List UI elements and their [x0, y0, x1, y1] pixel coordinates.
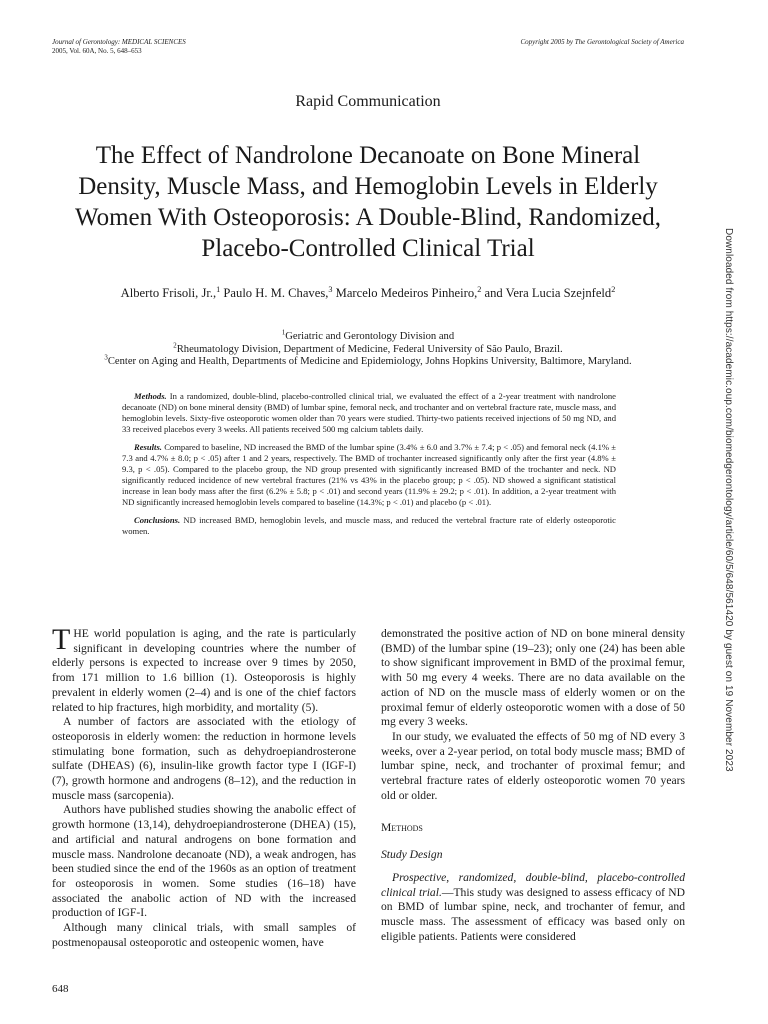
body-paragraph: Authors have published studies showing the anabolic effect of growth hormone (13,14), dehydroepiandrosterone (DHEA) (15), and artificial and natural androgens on bone formation and muscle mass. Nandrolone decanoate (ND), a weak androgen, has been studied since the end of the 1960s as an option of treatment for osteoporosis in women. Some studies (16–18) have associated the anabolic action of ND with the increased production of IGF-I.: [52, 803, 356, 920]
body-column-left: [52, 623, 356, 950]
subsection-heading: Study Design: [381, 848, 443, 862]
author-affil-sup: 3: [328, 284, 333, 294]
affil-text: Center on Aging and Health, Departments of Medicine and Epidemiology, Johns Hopkins University, Baltimore, Maryland.: [107, 356, 632, 367]
author-name: Alberto Frisoli, Jr.,: [120, 286, 217, 300]
body-paragraph: [381, 871, 685, 945]
copyright-notice: Copyright 2005 by The Gerontological Society of America: [520, 38, 684, 46]
affil-text: Geriatric and Gerontology Division and: [285, 331, 455, 342]
author-affil-sup: 2: [611, 284, 616, 294]
affil-sup: 1: [281, 329, 286, 337]
run-in-heading: Prospective, randomized, double-blind, placebo-controlled clinical trial.: [381, 870, 685, 899]
body-paragraph: [52, 623, 356, 715]
abstract-text: Compared to baseline, ND increased the BMD of the lumbar spine (3.4% ± 6.0 and 3.7% ± 7.4; p < .05) and femoral neck (4.1% ± 7.3 and 4.7% ± 8.0; p < .05) after 1 and 2 years, respectively. The BMD of trochanter increased significantly only after the first year (4.8% ± 9.3, p < .05). Compared to the placebo group, the ND group presented with significantly increased BMD of the trochanter and neck. ND significantly reduced incidence of new vertebral fractures (21% vs 43% in the placebo group; p < .05). ND showed a significant statistical increase in lean body mass after the first (6.2% ± 5.8; p < .01) and second years (11.9% ± 29.2; p < .01). In addition, a 2-year treatment with ND significantly increased hemoglobin levels compared to baseline (14.3%; p < .01) and placebo (p < .01).: [122, 442, 616, 507]
author-affil-sup: 2: [477, 284, 482, 294]
body-paragraph: Although many clinical trials, with small samples of postmenopausal osteoporotic and osteopenic women, have: [52, 921, 356, 949]
affiliation-line: [40, 331, 696, 344]
section-heading: Methods: [381, 821, 423, 835]
small-caps-lead: HE: [73, 627, 89, 640]
article-type: Rapid Communication: [295, 93, 441, 110]
paragraph-text: —This study was designed to assess efficacy of ND on BMD of lumbar spine, neck, and trochanter of femur, and muscle mass. The assessment of efficacy was based only on eligible patients. Patients were considered: [381, 885, 685, 943]
download-watermark: Downloaded from https://academic.oup.com/biomedgerontology/article/60/5/648/561420 by guest on 19 November 2023: [723, 228, 734, 772]
affiliation-line: [40, 341, 696, 357]
abstract-methods: [122, 391, 616, 435]
affil-sup: 3: [104, 354, 108, 362]
affiliations: [40, 331, 696, 369]
author-name: and Vera Lucia Szejnfeld: [484, 286, 612, 300]
abstract-conclusions: [122, 515, 616, 537]
drop-cap: T: [52, 623, 71, 656]
affil-text: Rheumatology Division, Department of Medicine, Federal University of São Paulo, Brazil.: [176, 343, 563, 355]
author-name: Marcelo Medeiros Pinheiro,: [335, 286, 478, 300]
journal-volume: 2005, Vol. 60A, No. 5, 648–653: [52, 47, 142, 55]
author-affil-sup: 1: [216, 284, 221, 294]
body-paragraph: demonstrated the positive action of ND on bone mineral density (BMD) of the lumbar spine (19–23); only one (24) has been able to show significant improvement in BMD of the proximal femur, with 50 mg every 4 weeks. There are no data available on the action of ND on the muscle mass of elderly women or on the proximal femur of elderly osteoporotic women with a dose of 50 mg every 3 weeks.: [381, 627, 685, 729]
body-paragraph: In our study, we evaluated the effects of 50 mg of ND every 3 weeks, over a 2-year period, on total body muscle mass; BMD of lumbar spine, neck, and trochanter of proximal femur; and vertebral fracture rates of elderly osteoporotic women 70 years old or older.: [381, 729, 685, 802]
abstract-label: Conclusions.: [134, 515, 181, 526]
running-header-left: [52, 38, 186, 56]
journal-name: Journal of Gerontology: MEDICAL SCIENCES: [52, 38, 186, 46]
abstract: [122, 391, 616, 544]
abstract-label: Results.: [134, 442, 162, 453]
author-name: Paulo H. M. Chaves,: [223, 286, 329, 300]
body-paragraph: A number of factors are associated with the etiology of osteoporosis in elderly women: the reduction in hormone levels stimulating bone formation, such as dehydroepiandrosterone sulfate (DHEAS) (6), insulin-like growth factor type I (IGF-I) (7), growth hormone and androgens (8–12), and the reduction in muscle mass (sarcopenia).: [52, 715, 356, 802]
article-title: The Effect of Nandrolone Decanoate on Bone Mineral Density, Muscle Mass, and Hemoglobin Levels in Elderly Women With Osteoporosis: A Double-Blind, Randomized, Placebo-Controlled Clinical Trial: [74, 142, 662, 262]
abstract-label: Methods.: [134, 391, 167, 401]
abstract-results: [122, 442, 616, 507]
paragraph-text: world population is aging, and the rate is particularly significant in developing countries where the number of elderly persons is expected to increase over 9 times by 2050, from 171 million to 1.6 billion (1). Osteoporosis is highly prevalent in elderly women (2–4) and is one of the chief factors related to hip fractures, high morbidity, and mortality (5).: [52, 627, 356, 714]
abstract-text: ND increased BMD, hemoglobin levels, and muscle mass, and reduced the vertebral fracture rate of elderly osteoporotic women.: [122, 515, 616, 536]
affiliation-line: [40, 356, 696, 369]
abstract-text: In a randomized, double-blind, placebo-controlled clinical trial, we evaluated the effect of a 2-year treatment with nandrolone decanoate (ND) on bone mineral density (BMD) of lumbar spine, femoral neck, and trochanter and on vertebral fracture rate, muscle mass, and hemoglobin levels. Sixty-five osteoporotic women older than 70 years were studied. Thirty-two patients received injections of 50 mg ND, and 33 received placebos every 3 weeks. All patients received 500 mg calcium tablets daily.: [122, 391, 616, 434]
affil-sup: 2: [173, 341, 177, 349]
body-column-right: [381, 627, 685, 944]
author-list: [40, 286, 696, 301]
page-number: 648: [52, 983, 69, 995]
